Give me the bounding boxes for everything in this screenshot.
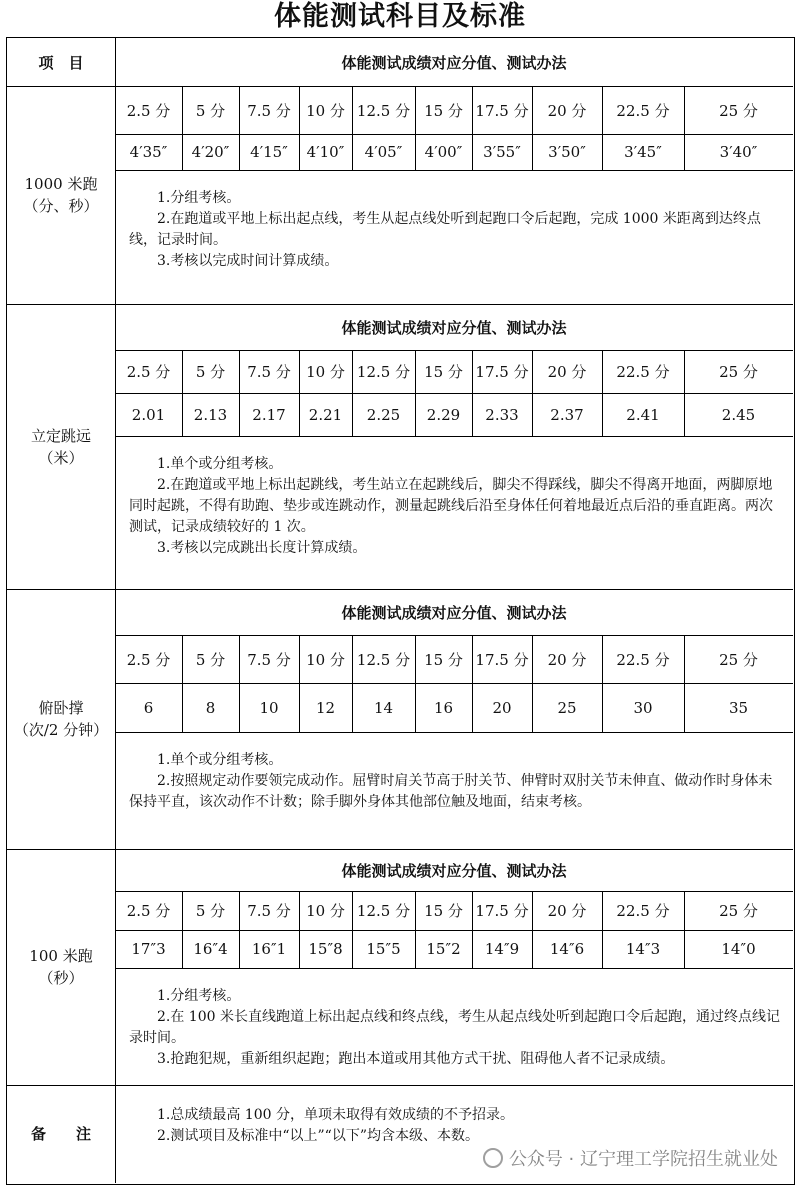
score-cell: 15 分 bbox=[424, 650, 463, 669]
value-cell: 2.25 bbox=[366, 405, 401, 424]
score-cell: 25 分 bbox=[719, 101, 758, 120]
score-cell: 7.5 分 bbox=[247, 101, 291, 120]
h-rule bbox=[115, 930, 793, 931]
value-cell: 14″3 bbox=[625, 940, 661, 958]
score-cell: 20 分 bbox=[547, 650, 587, 669]
section-header: 体能测试成绩对应分值、测试办法 bbox=[341, 861, 567, 880]
score-cell: 15 分 bbox=[424, 363, 463, 381]
value-cell: 2.17 bbox=[252, 405, 286, 424]
v-rule bbox=[532, 86, 533, 170]
remark-line: 2.测试项目及标准中“以上”“以下”均含本级、本数。 bbox=[157, 1128, 479, 1144]
score-cell: 10 分 bbox=[306, 363, 345, 381]
value-cell: 35 bbox=[728, 698, 749, 717]
method-line: 2.在 100 米长直线跑道上标出起点线和终点线，考生从起点线处听到起跑口令后起跑，通过终点线记录时间。 bbox=[129, 1009, 780, 1046]
value-cell: 14″0 bbox=[721, 940, 756, 958]
score-cell: 22.5 分 bbox=[616, 101, 670, 120]
method-line: 2.按照规定动作要领完成动作。屈臂时肩关节高于肘关节、伸臂时双肘关节未伸直、做动作时身体未保持平直，该次动作不计数；除手脚外身体其他部位触及地面，结束考核。 bbox=[129, 773, 773, 810]
v-rule bbox=[352, 86, 353, 170]
h-rule bbox=[115, 436, 793, 437]
value-cell: 2.37 bbox=[550, 405, 584, 424]
score-cell: 12.5 分 bbox=[356, 101, 411, 120]
value-cell: 2.01 bbox=[131, 405, 166, 424]
value-cell: 6 bbox=[143, 698, 154, 717]
score-cell: 2.5 分 bbox=[126, 363, 171, 381]
v-rule bbox=[115, 1085, 116, 1183]
section-label-name: 1000 米跑 bbox=[24, 175, 98, 193]
section-label-unit: （分、秒） bbox=[23, 197, 99, 215]
v-rule bbox=[472, 86, 473, 170]
header-item-cell: 项 目 bbox=[38, 53, 84, 72]
method-line: 2.在跑道或平地上标出起点线，考生从起点线处听到起跑口令后起跑，完成 1000 米距离到达终点线，记录时间。 bbox=[129, 211, 761, 248]
value-cell: 12 bbox=[315, 698, 336, 717]
header-desc-cell: 体能测试成绩对应分值、测试办法 bbox=[341, 53, 567, 72]
section-header: 体能测试成绩对应分值、测试办法 bbox=[341, 603, 567, 622]
score-cell: 5 分 bbox=[195, 363, 226, 381]
score-cell: 10 分 bbox=[306, 650, 345, 669]
score-cell: 12.5 分 bbox=[356, 650, 411, 669]
score-cell: 25 分 bbox=[719, 902, 758, 920]
value-cell: 4′10″ bbox=[306, 143, 345, 161]
section-label-unit: （米） bbox=[38, 448, 84, 467]
h-rule bbox=[115, 393, 793, 394]
value-cell: 2.13 bbox=[193, 405, 228, 424]
score-cell: 7.5 分 bbox=[247, 902, 291, 920]
value-cell: 20 bbox=[492, 698, 512, 717]
section-label-name: 俯卧撑 bbox=[38, 699, 84, 717]
score-cell: 22.5 分 bbox=[616, 363, 670, 381]
method-line: 2.在跑道或平地上标出起跳线，考生站立在起跳线后，脚尖不得踩线，脚尖不得离开地面，两脚原地同时起跳，不得有助跑、垫步或连跳动作，测量起跳线后沿至身体任何着地最近点后沿的垂直距离。两次测试，记录成绩较好的 1 次。 bbox=[129, 477, 773, 535]
watermark-text: 公众号 · 辽宁理工学院招生就业处 bbox=[508, 1149, 778, 1170]
method-line: 1.分组考核。 bbox=[157, 988, 241, 1004]
v-rule bbox=[299, 86, 300, 170]
score-cell: 12.5 分 bbox=[356, 902, 411, 920]
section-label-name: 100 米跑 bbox=[29, 947, 93, 965]
score-cell: 5 分 bbox=[195, 650, 226, 669]
remarks-text bbox=[129, 1105, 781, 1147]
value-cell: 3′45″ bbox=[624, 143, 662, 161]
score-cell: 10 分 bbox=[306, 902, 345, 920]
section-label-name: 立定跳远 bbox=[30, 426, 91, 445]
score-cell: 17.5 分 bbox=[475, 650, 529, 669]
method-line: 3.抢跑犯规，重新组织起跑；跑出本道或用其他方式干扰、阻碍他人者不记录成绩。 bbox=[157, 1051, 675, 1067]
value-cell: 17″3 bbox=[131, 940, 166, 958]
value-cell: 4′15″ bbox=[250, 143, 288, 161]
score-cell: 2.5 分 bbox=[126, 101, 171, 120]
remarks-label: 备 注 bbox=[30, 1125, 91, 1143]
value-cell: 8 bbox=[205, 698, 216, 717]
remark-line: 1.总成绩最高 100 分，单项未取得有效成绩的不予招录。 bbox=[157, 1107, 514, 1123]
score-cell: 12.5 分 bbox=[356, 363, 411, 381]
method-text bbox=[129, 986, 781, 1070]
value-cell: 2.45 bbox=[721, 405, 756, 424]
score-cell: 5 分 bbox=[195, 101, 226, 120]
value-cell: 16″1 bbox=[251, 940, 287, 958]
score-cell: 25 分 bbox=[719, 363, 758, 381]
score-cell: 17.5 分 bbox=[475, 363, 529, 381]
value-cell: 2.33 bbox=[485, 405, 519, 424]
score-cell: 2.5 分 bbox=[126, 650, 171, 669]
value-cell: 4′00″ bbox=[424, 143, 463, 161]
section-label bbox=[7, 849, 115, 1085]
score-cell: 15 分 bbox=[424, 101, 463, 120]
method-line: 1.单个或分组考核。 bbox=[157, 456, 283, 472]
value-cell: 2.41 bbox=[626, 405, 660, 424]
h-rule bbox=[115, 134, 793, 135]
score-cell: 20 分 bbox=[547, 902, 587, 920]
value-cell: 16 bbox=[433, 698, 454, 717]
value-cell: 30 bbox=[633, 698, 653, 717]
value-cell: 15″5 bbox=[366, 940, 401, 958]
score-cell: 5 分 bbox=[195, 902, 226, 920]
h-rule bbox=[115, 170, 793, 171]
h-rule bbox=[115, 968, 793, 969]
page-title: 体能测试科目及标准 bbox=[274, 1, 526, 32]
v-rule bbox=[115, 38, 116, 86]
value-cell: 25 bbox=[557, 698, 577, 717]
score-cell: 7.5 分 bbox=[247, 650, 291, 669]
score-cell: 22.5 分 bbox=[616, 650, 670, 669]
score-cell: 10 分 bbox=[306, 101, 345, 120]
v-rule bbox=[239, 86, 240, 170]
method-text bbox=[129, 454, 781, 559]
method-text bbox=[129, 750, 781, 813]
score-cell: 15 分 bbox=[424, 902, 463, 920]
method-line: 1.分组考核。 bbox=[157, 190, 241, 206]
score-cell: 22.5 分 bbox=[616, 902, 670, 920]
section-label bbox=[7, 304, 115, 589]
value-cell: 14 bbox=[373, 698, 394, 717]
value-cell: 4′35″ bbox=[129, 143, 168, 161]
h-rule bbox=[115, 683, 793, 684]
value-cell: 4′20″ bbox=[191, 143, 230, 161]
v-rule bbox=[182, 86, 183, 170]
section-label-unit: （秒） bbox=[38, 969, 84, 987]
section-header: 体能测试成绩对应分值、测试办法 bbox=[341, 318, 567, 337]
value-cell: 16″4 bbox=[193, 940, 228, 958]
v-rule bbox=[684, 86, 685, 170]
h-rule bbox=[115, 732, 793, 733]
method-line: 3.考核以完成跳出长度计算成绩。 bbox=[157, 540, 367, 556]
score-cell: 17.5 分 bbox=[475, 101, 529, 120]
v-rule bbox=[415, 86, 416, 170]
value-cell: 3′40″ bbox=[719, 143, 758, 161]
method-line: 3.考核以完成时间计算成绩。 bbox=[157, 253, 339, 269]
value-cell: 2.21 bbox=[308, 405, 343, 424]
watermark bbox=[483, 1145, 778, 1171]
standards-table bbox=[6, 37, 795, 1185]
value-cell: 4′05″ bbox=[364, 143, 403, 161]
score-cell: 20 分 bbox=[547, 363, 587, 381]
section-label bbox=[7, 86, 115, 304]
score-cell: 7.5 分 bbox=[247, 363, 291, 381]
score-cell: 25 分 bbox=[719, 650, 758, 669]
section-label-unit: （次/2 分钟） bbox=[13, 721, 109, 739]
value-cell: 15″2 bbox=[426, 940, 461, 958]
v-rule bbox=[602, 86, 603, 170]
value-cell: 2.29 bbox=[426, 405, 461, 424]
score-cell: 20 分 bbox=[547, 101, 587, 120]
h-rule bbox=[7, 1085, 793, 1086]
wechat-icon bbox=[483, 1148, 503, 1168]
value-cell: 14″9 bbox=[484, 940, 520, 958]
method-text bbox=[129, 188, 781, 272]
score-cell: 2.5 分 bbox=[126, 902, 171, 920]
value-cell: 14″6 bbox=[549, 940, 585, 958]
value-cell: 3′55″ bbox=[483, 143, 521, 161]
score-cell: 17.5 分 bbox=[475, 902, 529, 920]
section-label bbox=[7, 589, 115, 849]
value-cell: 15″8 bbox=[308, 940, 343, 958]
value-cell: 3′50″ bbox=[548, 143, 586, 161]
value-cell: 10 bbox=[259, 698, 279, 717]
method-line: 1.单个或分组考核。 bbox=[157, 752, 283, 768]
